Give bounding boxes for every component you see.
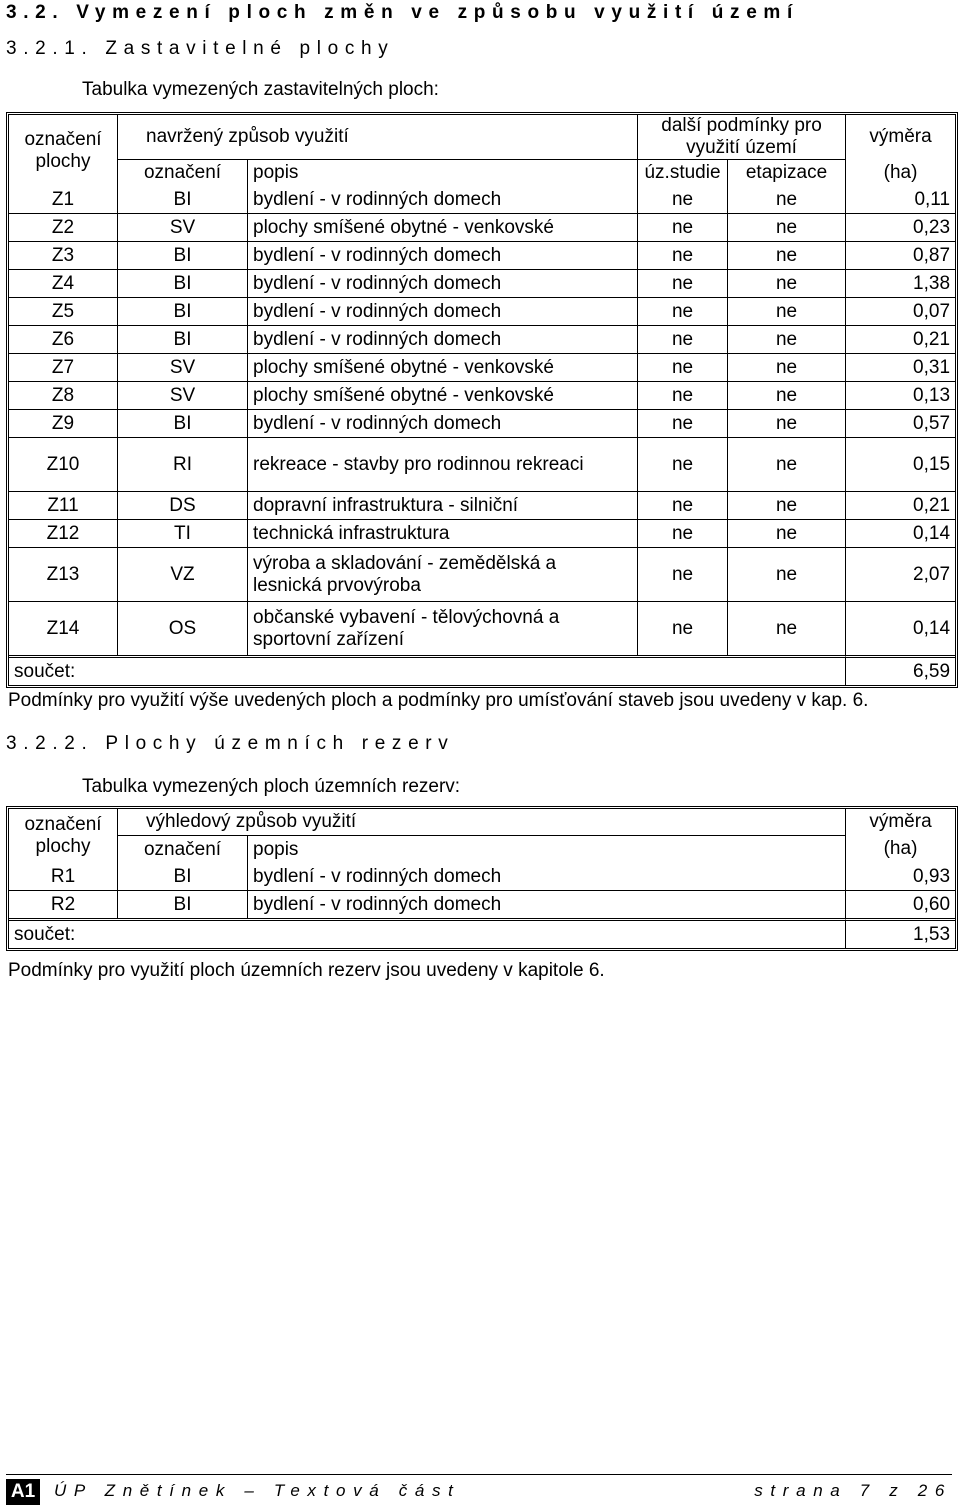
table-row <box>9 353 955 381</box>
row-study: ne <box>637 409 727 437</box>
row-phasing: ne <box>727 519 845 547</box>
table-note-1: Podmínky pro využití výše uvedených ploch a podmínky pro umísťování staveb jsou uvedeny v kap. 6. <box>8 690 869 711</box>
row-id: Z1 <box>51 188 75 210</box>
page-footer <box>6 1474 952 1505</box>
row-use-desc: bydlení - v rodinných domech <box>247 186 637 213</box>
row-study: ne <box>637 601 727 655</box>
row-phasing: ne <box>727 325 845 353</box>
row-phasing: ne <box>727 601 845 655</box>
reserve-row-use-desc: bydlení - v rodinných domech <box>247 863 845 890</box>
row-use-code: BI <box>117 269 247 297</box>
table-row <box>9 437 955 491</box>
reserve-header-id: označení plochy <box>24 814 102 857</box>
subsection-heading-1 <box>6 38 394 60</box>
header-use-code: označení <box>117 159 247 186</box>
row-use-code: DS <box>117 491 247 519</box>
section-heading <box>6 2 799 24</box>
header-id: označení plochy <box>24 128 102 172</box>
row-use-code: BI <box>117 297 247 325</box>
table-row <box>9 186 955 213</box>
header-study: úz.studie <box>637 159 727 186</box>
row-study: ne <box>637 547 727 601</box>
reserve-header-unit: (ha) <box>845 835 955 863</box>
table-header-row <box>9 115 955 159</box>
row-phasing: ne <box>727 269 845 297</box>
table-row <box>9 547 955 601</box>
reserve-row-area: 0,60 <box>845 890 955 918</box>
row-use-desc <box>247 547 637 601</box>
table-row <box>9 381 955 409</box>
row-use-desc-text: rekreace - stavby pro rodinnou rekreaci <box>253 453 584 475</box>
section-title: Vymezení ploch změn ve způsobu využití území <box>76 2 799 23</box>
header-unit: (ha) <box>845 159 955 186</box>
row-id: Z3 <box>9 241 117 269</box>
reserve-subheader-row <box>9 835 955 863</box>
reserve-table-body <box>9 863 955 918</box>
row-id: Z13 <box>9 547 117 601</box>
row-id: Z12 <box>9 519 117 547</box>
row-use-code: TI <box>117 519 247 547</box>
subsection-heading-2 <box>6 733 454 755</box>
table-subheader-row <box>9 159 955 186</box>
reserve-header-use-desc: popis <box>247 835 845 863</box>
reserve-areas-table <box>6 806 958 951</box>
row-phasing: ne <box>727 547 845 601</box>
row-use-desc: dopravní infrastruktura - silniční <box>247 491 637 519</box>
row-study: ne <box>637 519 727 547</box>
row-phasing: ne <box>727 353 845 381</box>
table-row <box>9 269 955 297</box>
subsection-number: 3.2.1. <box>6 38 94 59</box>
row-id: Z8 <box>9 381 117 409</box>
row-area: 0,23 <box>845 213 955 241</box>
sum-value: 6,59 <box>845 655 955 685</box>
row-use-desc: bydlení - v rodinných domech <box>247 325 637 353</box>
row-use-desc: bydlení - v rodinných domech <box>247 269 637 297</box>
row-area: 0,11 <box>845 186 955 213</box>
table-row <box>9 519 955 547</box>
table-caption-1: Tabulka vymezených zastavitelných ploch: <box>82 79 439 100</box>
row-use-code: BI <box>117 409 247 437</box>
footer-badge: A1 <box>6 1479 40 1505</box>
row-area: 0,15 <box>845 437 955 491</box>
table-row <box>9 491 955 519</box>
reserve-sum-row <box>9 918 955 948</box>
row-study: ne <box>637 437 727 491</box>
reserve-table-row <box>9 863 955 890</box>
row-area: 0,07 <box>845 297 955 325</box>
row-use-desc-text: výroba a skladování - zemědělská a lesnická prvovýroba <box>253 552 557 596</box>
row-phasing: ne <box>727 437 845 491</box>
row-study: ne <box>637 213 727 241</box>
row-use-code: BI <box>117 186 247 213</box>
row-use-code: BI <box>117 325 247 353</box>
reserve-sum-label: součet: <box>9 918 845 948</box>
row-use-desc-text: občanské vybavení - tělovýchovná a sportovní zařízení <box>253 606 560 650</box>
reserve-row-use-desc: bydlení - v rodinných domech <box>247 890 845 918</box>
row-area: 0,13 <box>845 381 955 409</box>
header-phasing: etapizace <box>727 159 845 186</box>
row-phasing: ne <box>727 241 845 269</box>
row-use-code: OS <box>117 601 247 655</box>
reserve-row-use-code: BI <box>117 890 247 918</box>
row-study: ne <box>637 325 727 353</box>
row-phasing: ne <box>727 213 845 241</box>
reserve-row-id: R2 <box>9 890 117 918</box>
reserve-header-area: výměra <box>845 809 955 835</box>
row-phasing: ne <box>727 491 845 519</box>
header-use: navržený způsob využití <box>117 115 637 159</box>
reserve-row-id: R1 <box>50 865 76 887</box>
row-id: Z2 <box>9 213 117 241</box>
row-study: ne <box>637 241 727 269</box>
row-study: ne <box>637 353 727 381</box>
row-use-code: BI <box>117 241 247 269</box>
row-use-desc <box>247 601 637 655</box>
table-body <box>9 186 955 655</box>
subsection-title: Zastavitelné plochy <box>105 38 395 59</box>
reserve-header-row <box>9 809 955 835</box>
row-use-desc: plochy smíšené obytné - venkovské <box>247 213 637 241</box>
row-use-desc: plochy smíšené obytné - venkovské <box>247 381 637 409</box>
reserve-header-use-code: označení <box>117 835 247 863</box>
row-id: Z10 <box>9 437 117 491</box>
header-use-desc: popis <box>247 159 637 186</box>
reserve-header-use: výhledový způsob využití <box>117 809 845 835</box>
header-area: výměra <box>845 115 955 159</box>
table-row <box>9 241 955 269</box>
row-use-desc: plochy smíšené obytné - venkovské <box>247 353 637 381</box>
table-row <box>9 213 955 241</box>
row-use-desc <box>247 437 637 491</box>
row-phasing: ne <box>727 297 845 325</box>
row-area: 0,21 <box>845 491 955 519</box>
row-use-code: RI <box>117 437 247 491</box>
reserve-table-row <box>9 890 955 918</box>
table-row <box>9 409 955 437</box>
row-phasing: ne <box>727 186 845 213</box>
row-use-code: SV <box>117 381 247 409</box>
reserve-row-area: 0,93 <box>845 863 955 890</box>
buildable-areas-table <box>6 112 958 688</box>
sum-label: součet: <box>9 655 845 685</box>
row-area: 0,21 <box>845 325 955 353</box>
row-use-code: SV <box>117 213 247 241</box>
row-id: Z14 <box>9 601 117 655</box>
row-use-desc: bydlení - v rodinných domech <box>247 409 637 437</box>
subsection-title: Plochy územních rezerv <box>105 733 455 754</box>
row-id: Z6 <box>9 325 117 353</box>
subsection-number: 3.2.2. <box>6 733 94 754</box>
table-note-2: Podmínky pro využití ploch územních rezerv jsou uvedeny v kapitole 6. <box>8 960 605 981</box>
footer-document-title: ÚP Znětínek – Textová část <box>54 1481 461 1500</box>
reserve-sum-value: 1,53 <box>845 918 955 948</box>
row-area: 1,38 <box>845 269 955 297</box>
row-study: ne <box>637 381 727 409</box>
row-area: 0,31 <box>845 353 955 381</box>
reserve-row-use-code: BI <box>117 863 247 890</box>
row-use-code: SV <box>117 353 247 381</box>
row-id: Z11 <box>9 491 117 519</box>
table-row <box>9 601 955 655</box>
row-study: ne <box>637 297 727 325</box>
footer-page-number: strana 7 z 26 <box>754 1481 952 1500</box>
row-use-code: VZ <box>117 547 247 601</box>
row-study: ne <box>637 269 727 297</box>
row-id: Z9 <box>9 409 117 437</box>
sum-row <box>9 655 955 685</box>
row-phasing: ne <box>727 409 845 437</box>
header-conditions: další podmínky pro využití území <box>637 115 845 159</box>
row-area: 0,57 <box>845 409 955 437</box>
row-id: Z4 <box>9 269 117 297</box>
row-use-desc: bydlení - v rodinných domech <box>247 241 637 269</box>
table-row <box>9 297 955 325</box>
table-row <box>9 325 955 353</box>
row-area: 0,14 <box>845 601 955 655</box>
row-phasing: ne <box>727 381 845 409</box>
row-use-desc: bydlení - v rodinných domech <box>247 297 637 325</box>
row-area: 0,14 <box>845 519 955 547</box>
row-id: Z5 <box>9 297 117 325</box>
table-caption-2: Tabulka vymezených ploch územních rezerv: <box>82 776 461 797</box>
row-id: Z7 <box>9 353 117 381</box>
row-study: ne <box>637 186 727 213</box>
section-number: 3.2. <box>6 2 65 23</box>
row-use-desc: technická infrastruktura <box>247 519 637 547</box>
row-area: 2,07 <box>845 547 955 601</box>
row-area: 0,87 <box>845 241 955 269</box>
row-study: ne <box>637 491 727 519</box>
